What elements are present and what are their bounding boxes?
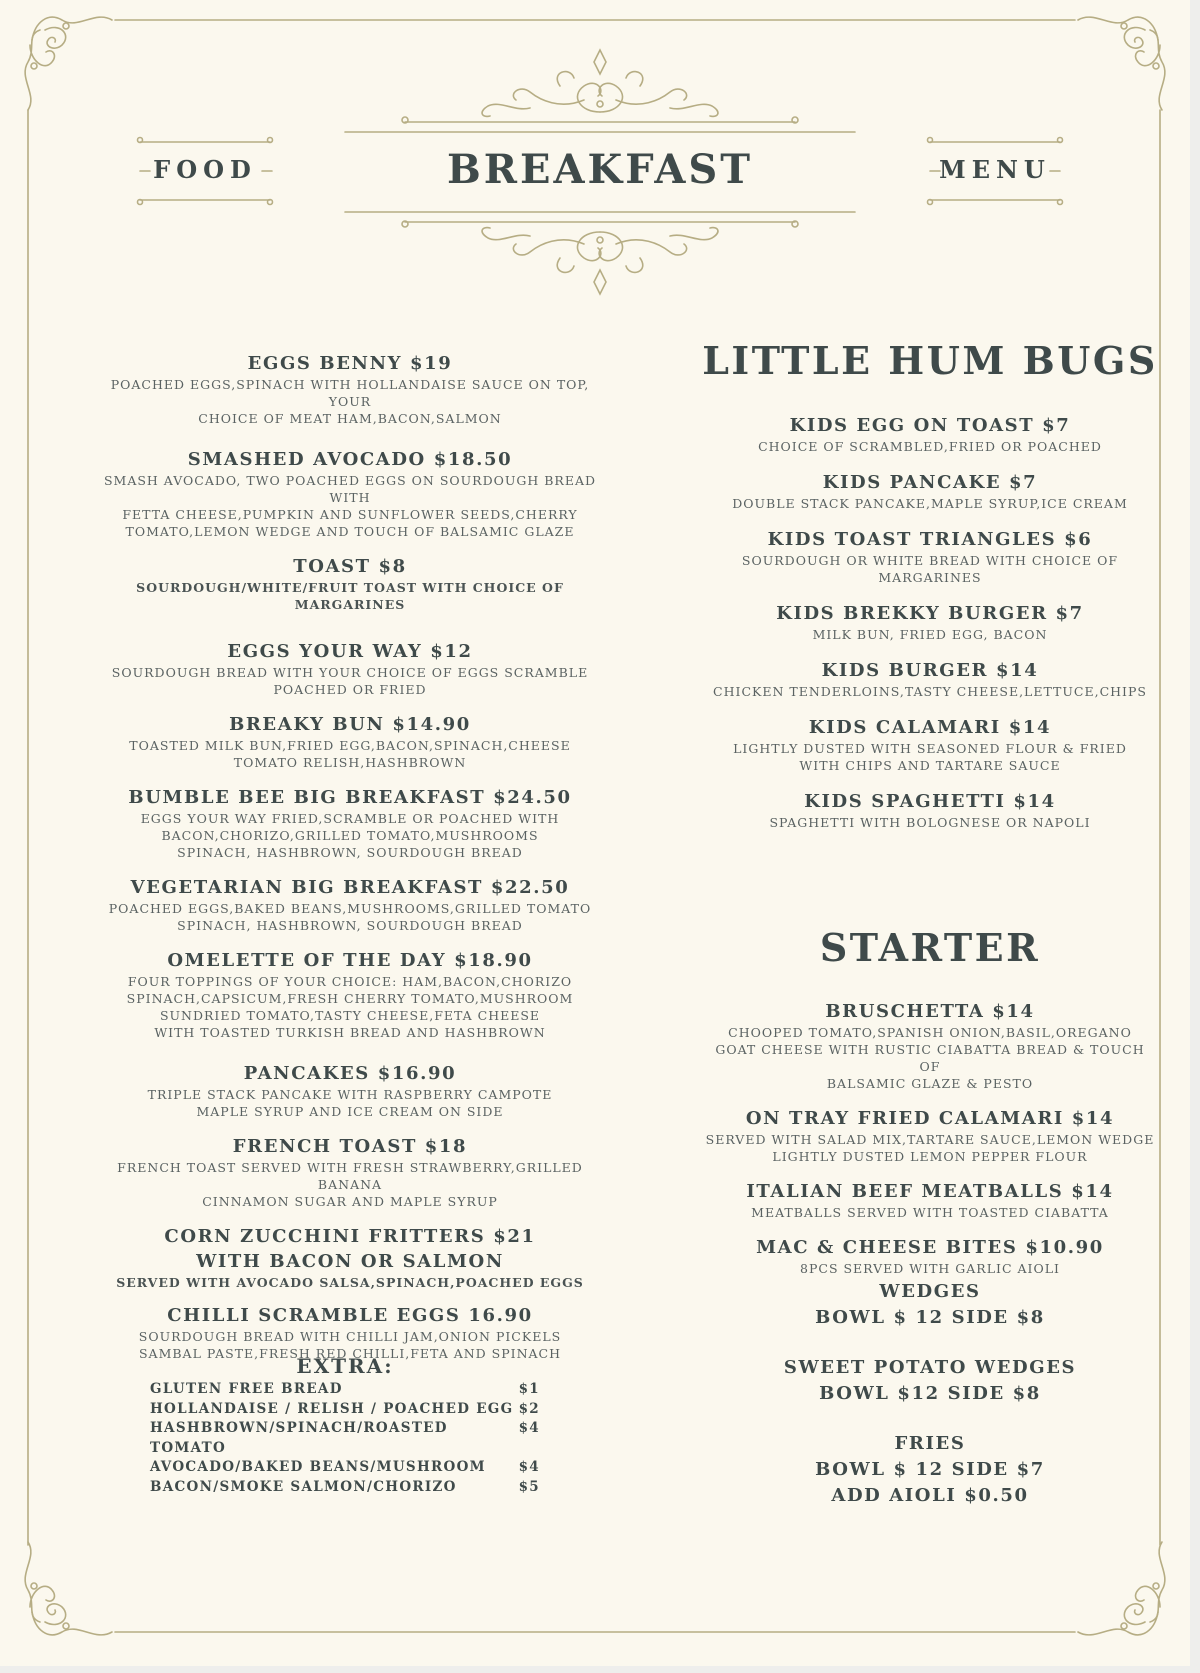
menu-item-description: SERVED WITH AVOCADO SALSA,SPINACH,POACHED EGGS: [116, 1275, 584, 1290]
menu-item-description: SPINACH, HASHBROWN, SOURDOUGH BREAD: [177, 845, 523, 860]
menu-item: [90, 447, 610, 540]
kids-item-description: WITH CHIPS AND TARTARE SAUCE: [799, 758, 1061, 773]
kids-item-description: SOURDOUGH OR WHITE BREAD WITH CHOICE OF MARGARINES: [741, 553, 1119, 585]
menu-item-name: BREAKY BUN $14.90: [229, 714, 471, 735]
menu-item-name: PANCAKES $16.90: [243, 1063, 457, 1084]
menu-item: [90, 639, 610, 698]
kids-item: [705, 789, 1155, 831]
kids-item: [705, 658, 1155, 700]
menu-item: [90, 1134, 610, 1210]
kids-item-name: KIDS CALAMARI $14: [808, 717, 1052, 738]
kids-section-title: LITTLE HUM BUGS: [702, 338, 1158, 383]
kids-item: [705, 413, 1155, 455]
side-item-line: WEDGES: [879, 1281, 981, 1302]
menu-item-description: FRENCH TOAST SERVED WITH FRESH STRAWBERRY,GRILLED BANANA: [117, 1160, 583, 1192]
menu-item-description: POACHED EGGS,SPINACH WITH HOLLANDAISE SAUCE ON TOP, YOUR: [110, 377, 590, 409]
menu-item-name: OMELETTE OF THE DAY $18.90: [167, 950, 533, 971]
kids-item-name: KIDS PANCAKE $7: [822, 472, 1038, 493]
menu-item-description: SOURDOUGH BREAD WITH YOUR CHOICE OF EGGS SCRAMBLE: [111, 665, 589, 680]
kids-list: [705, 413, 1155, 831]
starter-item: [705, 1106, 1155, 1165]
menu-item-description: SOURDOUGH/WHITE/FRUIT TOAST WITH CHOICE OF MARGARINES: [136, 580, 564, 612]
side-item-line: ADD AIOLI $0.50: [831, 1485, 1029, 1506]
menu-item-name: FRENCH TOAST $18: [232, 1136, 468, 1157]
kids-item-description: MILK BUN, FRIED EGG, BACON: [812, 627, 1048, 642]
menu-item-name-line2: WITH BACON OR SALMON: [196, 1251, 504, 1272]
menu-item-name: CHILLI SCRAMBLE EGGS 16.90: [167, 1305, 533, 1326]
menu-item-description: BACON,CHORIZO,GRILLED TOMATO,MUSHROOMS: [161, 828, 539, 843]
starter-item-description: GOAT CHEESE WITH RUSTIC CIABATTA BREAD & TOUCH OF: [715, 1042, 1145, 1074]
header-food-label: FOOD: [153, 155, 257, 184]
starter-item-name: BRUSCHETTA $14: [825, 1001, 1035, 1022]
extra-item: [150, 1380, 540, 1400]
menu-item-name: BUMBLE BEE BIG BREAKFAST $24.50: [128, 787, 572, 808]
menu-item-description: TRIPLE STACK PANCAKE WITH RASPBERRY CAMPOTE: [147, 1087, 553, 1102]
kids-item: [705, 470, 1155, 512]
menu-item-description: EGGS YOUR WAY FRIED,SCRAMBLE OR POACHED WITH: [140, 811, 560, 826]
extra-item-price: $4: [518, 1420, 540, 1436]
extra-item: [150, 1478, 540, 1498]
extra-item-price: $1: [518, 1381, 540, 1397]
starter-item: [705, 999, 1155, 1092]
extra-item-price: $4: [518, 1459, 540, 1475]
starter-item-description: CHOOPED TOMATO,SPANISH ONION,BASIL,OREGANO: [728, 1025, 1132, 1040]
starter-item-description: MEATBALLS SERVED WITH TOASTED CIABATTA: [751, 1205, 1109, 1220]
menu-item: [90, 712, 610, 771]
menu-item-name: TOAST $8: [293, 556, 407, 577]
extra-title: EXTRA:: [296, 1354, 394, 1378]
breakfast-list: [90, 351, 610, 1362]
extra-item-price: $2: [518, 1400, 540, 1417]
starter-list: [705, 999, 1155, 1277]
menu-item-description: SMASH AVOCADO, TWO POACHED EGGS ON SOURDOUGH BREAD WITH: [103, 473, 597, 505]
side-item-line: BOWL $ 12 SIDE $7: [815, 1459, 1045, 1480]
page-title: BREAKFAST: [446, 146, 754, 193]
kids-item: [705, 601, 1155, 643]
kids-item-description: DOUBLE STACK PANCAKE,MAPLE SYRUP,ICE CREAM: [732, 496, 1128, 511]
extra-list: [150, 1380, 540, 1497]
starter-item-name: MAC & CHEESE BITES $10.90: [756, 1237, 1104, 1258]
kids-item-description: CHICKEN TENDERLOINS,TASTY CHEESE,LETTUCE,CHIPS: [713, 684, 1147, 699]
starter-item-description: BALSAMIC GLAZE & PESTO: [826, 1076, 1034, 1091]
menu-item-description: TOMATO,LEMON WEDGE AND TOUCH OF BALSAMIC GLAZE: [125, 524, 575, 539]
menu-item: [90, 351, 610, 427]
menu-item-description: TOMATO RELISH,HASHBROWN: [233, 755, 467, 770]
kids-item-name: KIDS TOAST TRIANGLES $6: [767, 529, 1093, 550]
menu-item-name: EGGS YOUR WAY $12: [227, 641, 473, 662]
sides-list: [705, 1279, 1155, 1509]
kids-item-description: LIGHTLY DUSTED WITH SEASONED FLOUR & FRIED: [733, 741, 1127, 756]
extra-item-price: $5: [518, 1478, 540, 1495]
menu-item: [90, 875, 610, 934]
menu-item: [90, 785, 610, 861]
extra-item-label: HOLLANDAISE / RELISH / POACHED EGG: [150, 1400, 514, 1417]
starter-item-description: LIGHTLY DUSTED LEMON PEPPER FLOUR: [772, 1149, 1088, 1164]
side-item-line: BOWL $12 SIDE $8: [819, 1383, 1041, 1404]
starter-item-name: ON TRAY FRIED CALAMARI $14: [745, 1108, 1115, 1129]
side-item: [705, 1355, 1155, 1407]
starter-item-description: SERVED WITH SALAD MIX,TARTARE SAUCE,LEMON WEDGE: [705, 1132, 1155, 1147]
menu-item-description: TOASTED MILK BUN,FRIED EGG,BACON,SPINACH,CHEESE: [129, 738, 571, 753]
menu-item-name: SMASHED AVOCADO $18.50: [187, 449, 513, 470]
extra-item-label: BACON/SMOKE SALMON/CHORIZO: [150, 1478, 457, 1495]
kids-item-name: KIDS SPAGHETTI $14: [804, 791, 1056, 812]
menu-item-description: SAMBAL PASTE,FRESH RED CHILLI,FETA AND SPINACH: [138, 1346, 561, 1361]
menu-item-description: SUNDRIED TOMATO,TASTY CHEESE,FETA CHEESE: [159, 1008, 541, 1023]
extra-item: [150, 1400, 540, 1420]
starter-item-description: 8PCS SERVED WITH GARLIC AIOLI: [800, 1261, 1060, 1276]
extra-item-label: AVOCADO/BAKED BEANS/MUSHROOM: [150, 1459, 486, 1475]
kids-item: [705, 527, 1155, 586]
header-flourish-icon: [482, 50, 718, 116]
starter-item: [705, 1235, 1155, 1277]
menu-item-description: CHOICE OF MEAT HAM,BACON,SALMON: [198, 411, 502, 426]
menu-item-name: VEGETARIAN BIG BREAKFAST $22.50: [130, 877, 570, 898]
menu-item-name: CORN ZUCCHINI FRITTERS $21: [164, 1226, 536, 1247]
extra-item: [150, 1458, 540, 1478]
menu-item-description: POACHED EGGS,BAKED BEANS,MUSHROOMS,GRILLED TOMATO: [108, 901, 592, 916]
kids-item-name: KIDS BREKKY BURGER $7: [776, 603, 1084, 624]
menu-item-name: EGGS BENNY $19: [247, 353, 453, 374]
header-menu-label: MENU: [939, 155, 1051, 184]
starter-item-name: ITALIAN BEEF MEATBALLS $14: [746, 1181, 1114, 1202]
menu-item-description: POACHED OR FRIED: [273, 682, 427, 697]
starter-section-title: STARTER: [819, 925, 1041, 970]
menu-item-description: FETTA CHEESE,PUMPKIN AND SUNFLOWER SEEDS,CHERRY: [122, 507, 578, 522]
kids-item-name: KIDS BURGER $14: [821, 660, 1039, 681]
side-item-line: SWEET POTATO WEDGES: [783, 1357, 1077, 1378]
menu-item-description: SOURDOUGH BREAD WITH CHILLI JAM,ONION PICKELS: [138, 1329, 562, 1344]
side-item-line: FRIES: [894, 1433, 966, 1454]
menu-item-description: WITH TOASTED TURKISH BREAD AND HASHBROWN: [154, 1025, 546, 1040]
kids-item-description: SPAGHETTI WITH BOLOGNESE OR NAPOLI: [769, 815, 1091, 830]
side-item-line: BOWL $ 12 SIDE $8: [815, 1307, 1045, 1328]
starter-item: [705, 1179, 1155, 1221]
menu-item: [90, 948, 610, 1041]
menu-item-description: MAPLE SYRUP AND ICE CREAM ON SIDE: [196, 1104, 504, 1119]
menu-item-description: CINNAMON SUGAR AND MAPLE SYRUP: [202, 1194, 498, 1209]
menu-item-description: FOUR TOPPINGS OF YOUR CHOICE: HAM,BACON,CHORIZO: [127, 974, 573, 989]
kids-item: [705, 715, 1155, 774]
kids-item-description: CHOICE OF SCRAMBLED,FRIED OR POACHED: [758, 439, 1102, 454]
corner-flourish-icon: [25, 17, 112, 110]
extra-item: [150, 1419, 540, 1458]
menu-item-description: SPINACH,CAPSICUM,FRESH CHERRY TOMATO,MUSHROOM: [126, 991, 574, 1006]
menu-item-description: SPINACH, HASHBROWN, SOURDOUGH BREAD: [177, 918, 523, 933]
extra-item-label: HASHBROWN/SPINACH/ROASTED TOMATO: [150, 1420, 448, 1456]
extra-section: [150, 1354, 540, 1497]
side-item: [705, 1431, 1155, 1509]
menu-item: [90, 1224, 610, 1291]
side-item: [705, 1279, 1155, 1331]
menu-item: [90, 554, 610, 613]
kids-item-name: KIDS EGG ON TOAST $7: [789, 415, 1071, 436]
extra-item-label: GLUTEN FREE BREAD: [150, 1381, 343, 1397]
menu-item: [90, 1061, 610, 1120]
